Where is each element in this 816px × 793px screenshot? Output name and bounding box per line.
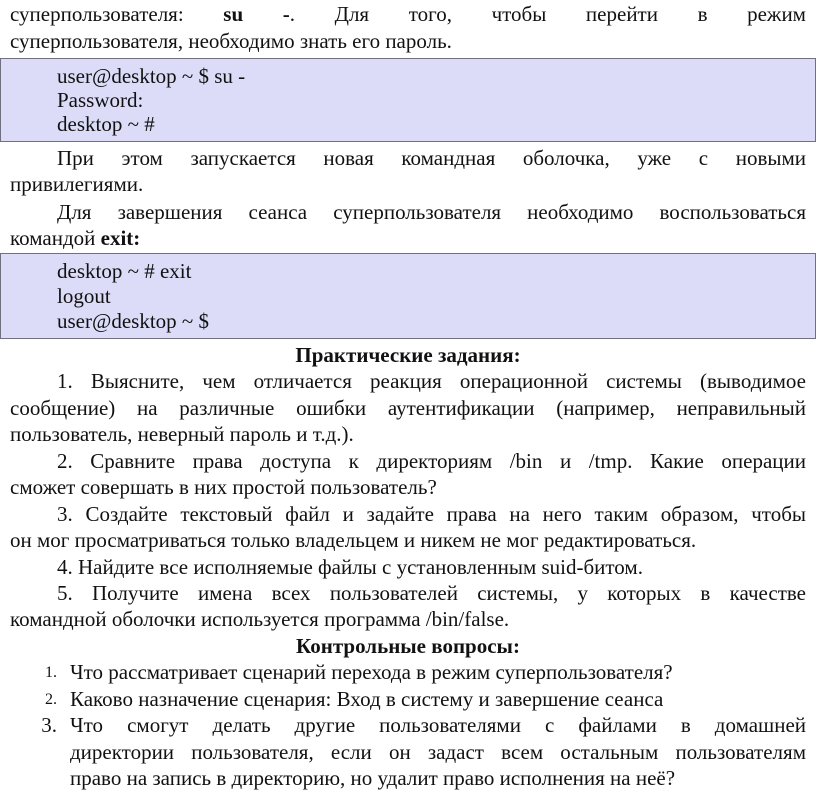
question-number: 2.: [45, 691, 57, 708]
question-text: Каково назначение сценария: Вход в систему и завершение сеанса: [70, 687, 664, 711]
code-line: logout: [57, 284, 111, 308]
task-1-line-3: пользователь, неверный пароль и т.д.).: [10, 422, 354, 446]
su-command: su -: [223, 2, 290, 26]
question-1: [0, 660, 806, 685]
question-3: [0, 713, 806, 738]
exit-para-line-1: Для завершения сеанса суперпользователя необходимо воспользоваться: [57, 200, 806, 224]
question-text: Что смогут делать другие пользователями с файлами в домашней: [70, 713, 806, 737]
exit-command: exit:: [100, 226, 141, 250]
intro-line-1: [10, 2, 806, 27]
practical-heading: Практические задания:: [295, 343, 521, 367]
question-number: 1.: [45, 664, 57, 681]
intro-text-end: . Для того, чтобы перейти в режим: [289, 2, 806, 26]
task-5-line-2: командной оболочки используется программа /bin/false.: [10, 607, 510, 631]
code-line: user@desktop ~ $: [57, 309, 210, 333]
code-block-exit: [0, 253, 816, 339]
question-2: [0, 687, 806, 712]
code-line: Password:: [57, 88, 144, 112]
code-block-su: [0, 58, 816, 142]
intro-line-2: суперпользователя, необходимо знать его пароль.: [10, 29, 452, 53]
task-1-line-2: сообщение) на различные ошибки аутентификации (например, неправильный: [10, 396, 806, 420]
question-3-line-3: право на запись в директорию, но удалит право исполнения на неё?: [70, 766, 676, 790]
task-2-line-1: 2. Сравните права доступа к директориям /bin и /tmp. Какие операции: [57, 449, 806, 473]
code-line: user@desktop ~ $ su -: [57, 64, 246, 88]
exit-para-line-2: [10, 226, 806, 251]
question-number: 3.: [41, 713, 57, 737]
privileges-line-1: При этом запускается новая командная оболочка, уже с новыми: [57, 146, 806, 170]
task-4-line-1: 4. Найдите все исполняемые файлы с установленным suid-битом.: [57, 555, 643, 579]
task-1-line-1: 1. Выясните, чем отличается реакция операционной системы (выводимое: [57, 369, 806, 393]
task-2-line-2: сможет совершать в них простой пользователь?: [10, 475, 437, 499]
privileges-line-2: привилегиями.: [10, 172, 144, 196]
question-text: Что рассматривает сценарий перехода в режим суперпользователя?: [70, 660, 673, 684]
task-3-line-2: он мог просматриваться только владельцем и никем не мог редактироваться.: [10, 528, 697, 552]
task-5-line-1: 5. Получите имена всех пользователей системы, у которых в качестве: [57, 581, 806, 605]
task-3-line-1: 3. Создайте текстовый файл и задайте права на него таким образом, чтобы: [57, 502, 806, 526]
question-3-line-2: директории пользователя, если он задаст всем остальным пользователям: [70, 740, 806, 764]
control-heading: Контрольные вопросы:: [296, 634, 520, 658]
exit-para-text: командой: [10, 226, 101, 250]
code-line: desktop ~ # exit: [57, 259, 192, 283]
intro-text: суперпользователя:: [10, 2, 224, 26]
code-line: desktop ~ #: [57, 112, 155, 136]
